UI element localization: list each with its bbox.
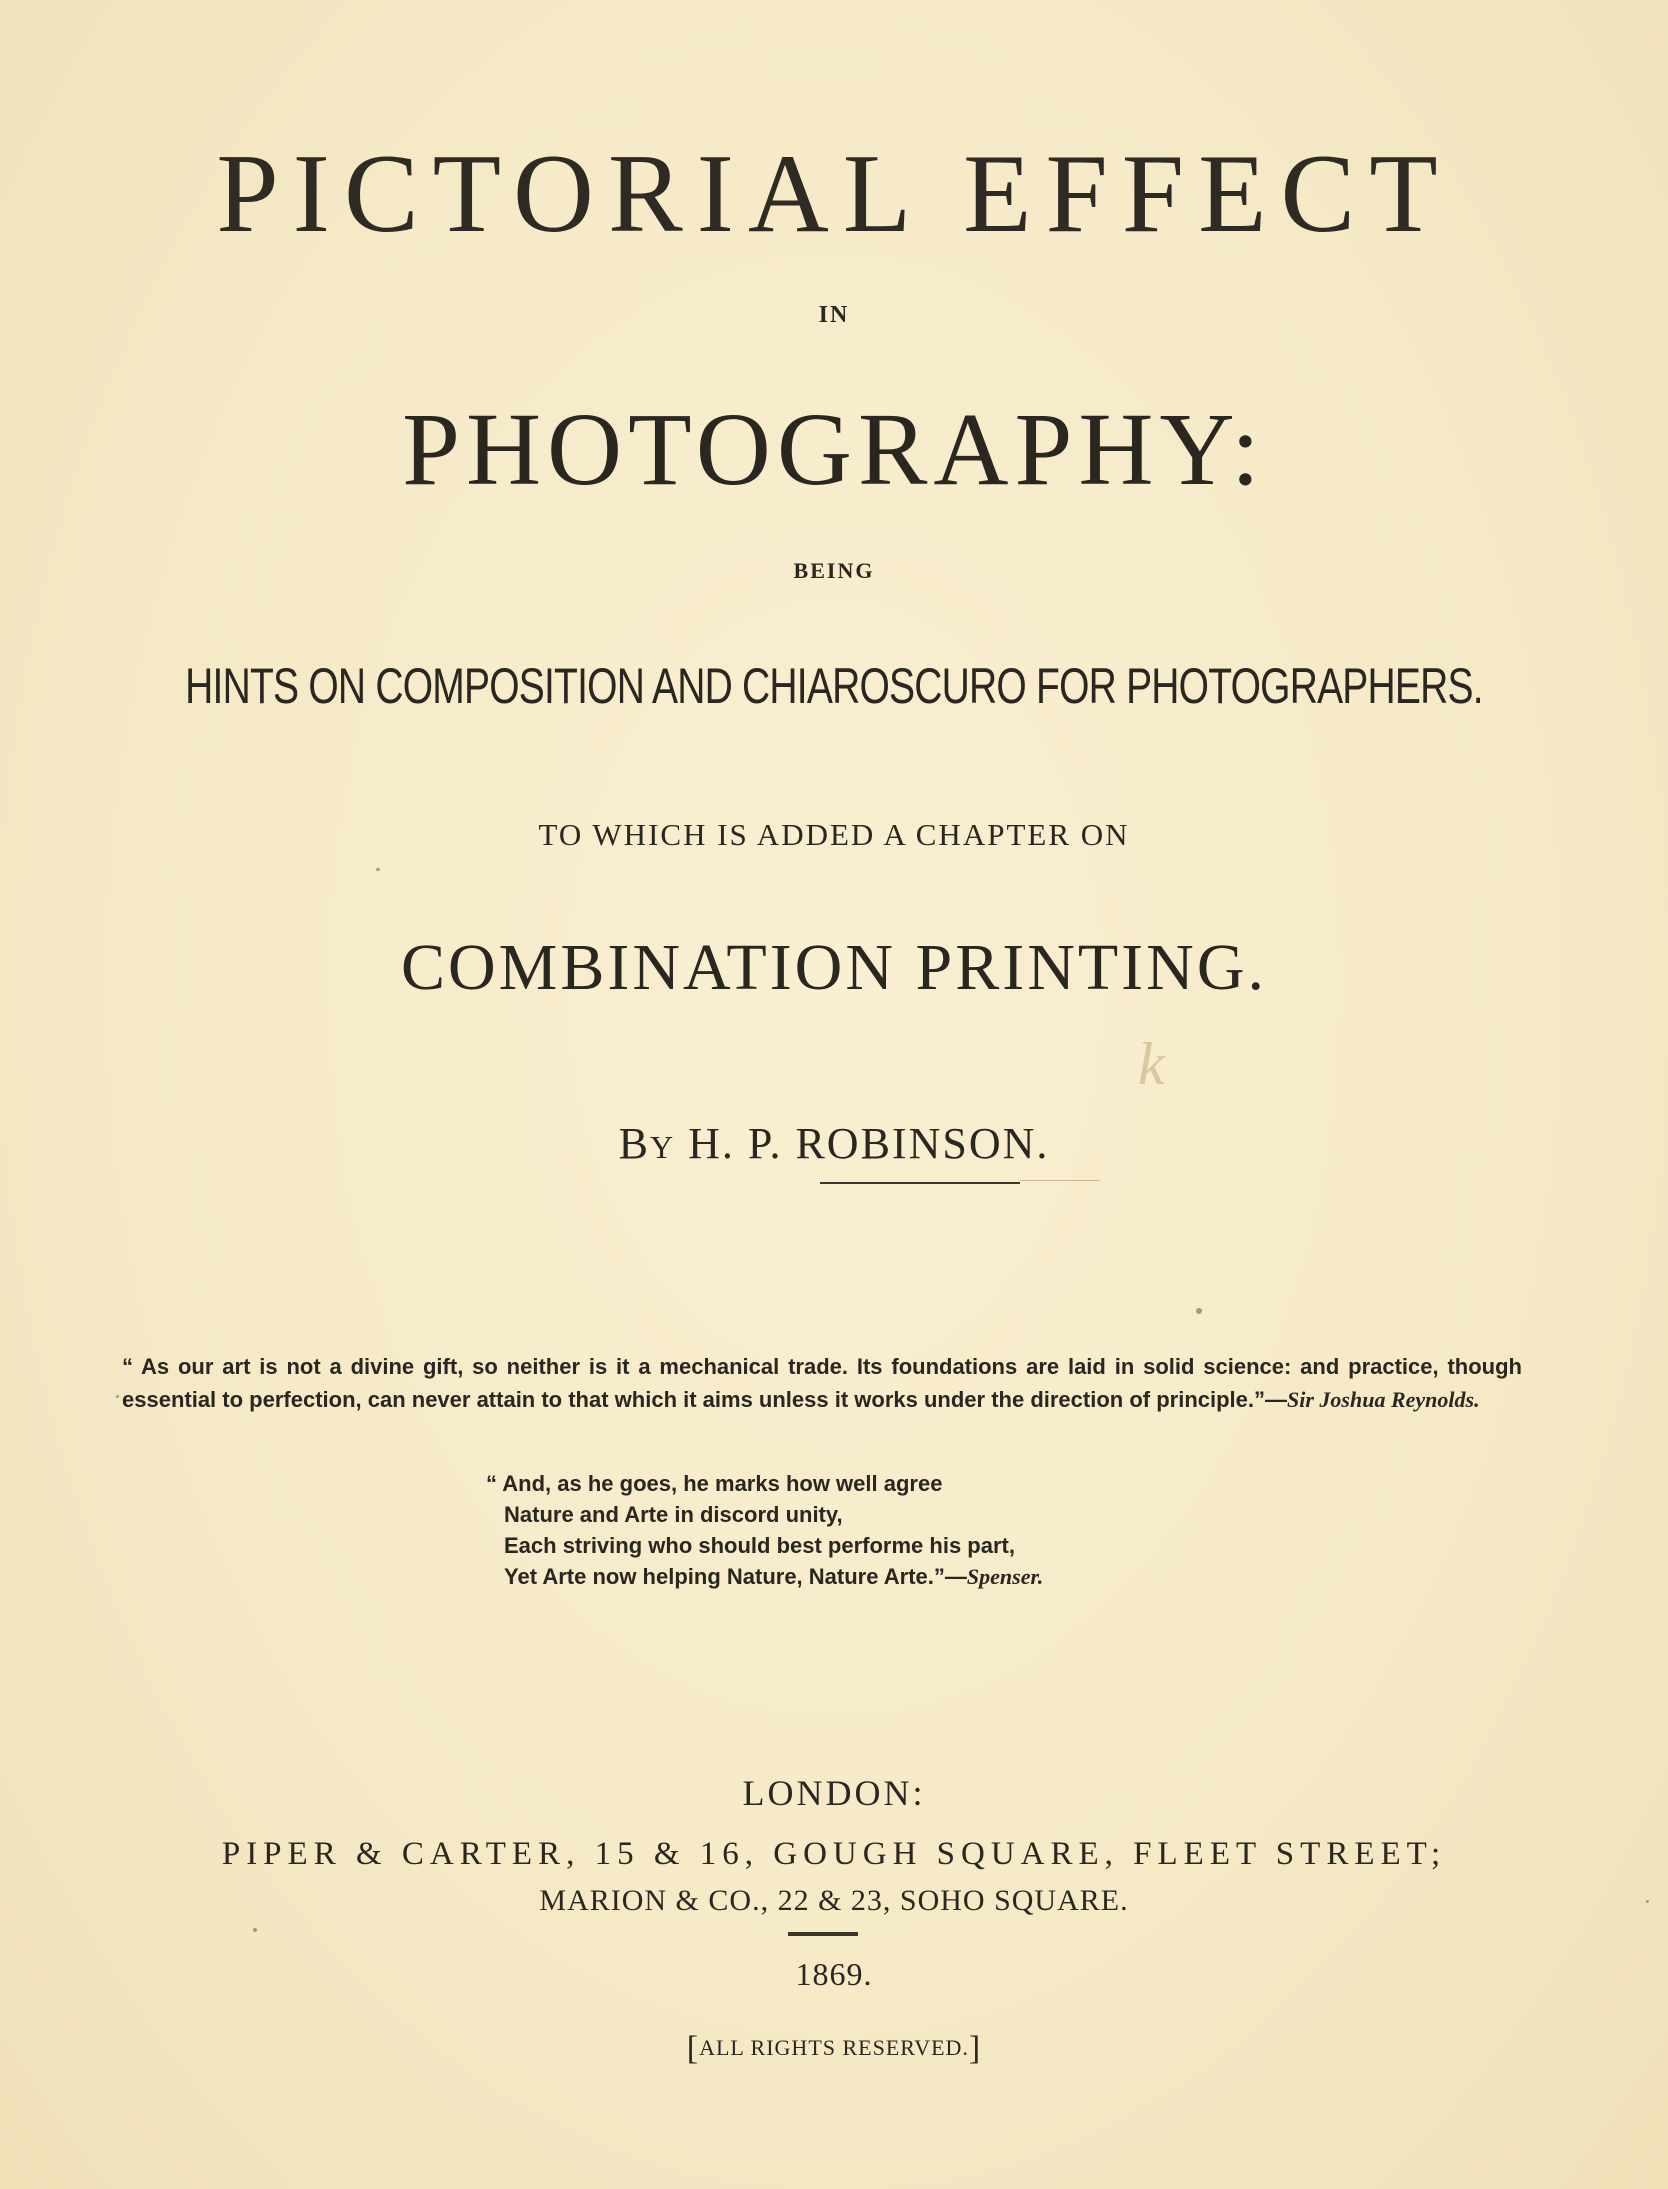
- rights-bracket-open: [: [686, 2030, 700, 2067]
- imprint-rule: [788, 1932, 858, 1936]
- author-name: H. P. ROBINSON.: [688, 1119, 1050, 1168]
- paper-speck: [116, 1395, 119, 1398]
- subtitle-being: BEING: [793, 558, 875, 583]
- rights-bracket-close: ]: [968, 2030, 982, 2067]
- author-prefix-b: B: [618, 1119, 650, 1168]
- main-title: PICTORIAL EFFECT: [216, 132, 1452, 256]
- paper-speck: [253, 1928, 257, 1932]
- title-connector: IN: [818, 302, 850, 328]
- subtitle-added-chapter: TO WHICH IS ADDED A CHAPTER ON: [538, 817, 1130, 852]
- subtitle-combination-printing: COMBINATION PRINTING.: [401, 931, 1267, 1004]
- author-rule: [820, 1182, 1020, 1184]
- rights-notice: [0, 2030, 1668, 2068]
- reynolds-attribution: Sir Joshua Reynolds.: [1287, 1387, 1480, 1412]
- imprint-year: 1869.: [795, 1956, 873, 1992]
- spenser-line-4: [486, 1561, 1043, 1592]
- author-rule-faint: [1020, 1180, 1100, 1181]
- subtitle-hints: HINTS ON COMPOSITION AND CHIAROSCURO FOR PHOTOGRAPHERS.: [185, 658, 1483, 714]
- paper-speck: [1196, 1308, 1202, 1314]
- imprint-copublisher: MARION & CO., 22 & 23, SOHO SQUARE.: [539, 1884, 1129, 1917]
- paper-speck: [376, 868, 380, 871]
- spenser-attribution: Spenser.: [966, 1564, 1044, 1589]
- rights-text: ALL RIGHTS RESERVED.: [699, 2035, 969, 2060]
- spenser-line-3: Each striving who should best performe his part,: [504, 1533, 1015, 1558]
- spenser-line-4-text: Yet Arte now helping Nature, Nature Arte.”—: [504, 1564, 967, 1589]
- reynolds-quote: [122, 1350, 1522, 1416]
- spenser-quote: [486, 1468, 1043, 1592]
- secondary-title: PHOTOGRAPHY:: [402, 392, 1266, 507]
- imprint-city: LONDON:: [742, 1773, 926, 1813]
- paper-speck: [1646, 1900, 1649, 1903]
- imprint-publisher: PIPER & CARTER, 15 & 16, GOUGH SQUARE, FLEET STREET;: [221, 1836, 1447, 1872]
- spenser-line-2: Nature and Arte in discord unity,: [504, 1502, 843, 1527]
- reynolds-quote-text: “ As our art is not a divine gift, so neither is it a mechanical trade. Its foundations are laid in solid science: and practice, though essential to perfection, can never attain to that which it aims unless it works under the direction of principle.”—: [122, 1354, 1522, 1412]
- spenser-line-1: “ And, as he goes, he marks how well agree: [486, 1471, 943, 1496]
- author-line: [0, 1118, 1668, 1169]
- faint-pencil-mark: k: [1138, 1031, 1165, 1097]
- author-prefix-y: Y: [649, 1129, 676, 1165]
